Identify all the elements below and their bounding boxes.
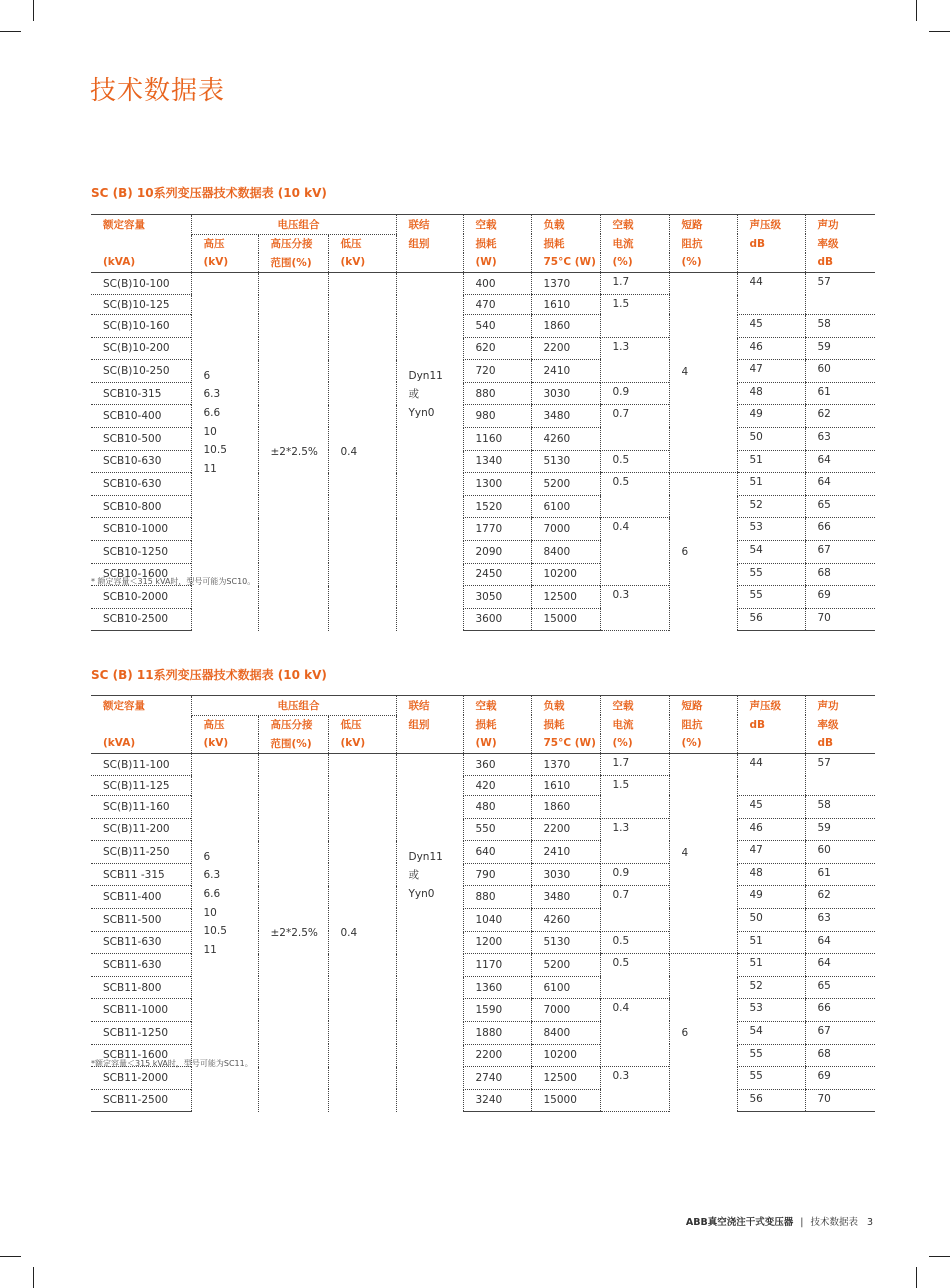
no-load-loss-cell: 1880 [463,1021,531,1044]
header-kva-unit: (kVA) [91,734,191,753]
load-loss-cell: 3480 [531,405,600,428]
crop-mark [929,31,950,32]
load-loss-cell: 15000 [531,608,600,631]
no-load-current-cell: 1.3 [600,818,669,863]
header-blank [91,715,191,734]
model-cell: SCB10-315 [91,382,191,405]
connection-cell [396,753,463,1112]
hv-cell-line: 10 [203,906,217,919]
header-tap-unit: 范围(%) [258,253,328,272]
page-footer [686,1214,873,1228]
sound-power-cell: 63 [805,427,875,450]
sound-power-cell: 62 [805,405,875,428]
header-blank [91,234,191,253]
no-load-current-cell: 0.5 [600,931,669,954]
footer-brand: ABB真空浇注干式变压器 [685,1217,794,1228]
sound-pressure-cell: 47 [737,360,805,383]
header-hv: 高压 [191,234,258,253]
no-load-loss-cell: 3600 [463,608,531,631]
connection-cell [396,272,463,631]
model-cell: SCB11-1250 [91,1021,191,1044]
header-tap-unit: 范围(%) [258,734,328,753]
no-load-loss-cell: 1040 [463,908,531,931]
model-cell: SC(B)11-160 [91,795,191,818]
no-load-loss-cell: 980 [463,405,531,428]
footer-separator: | [800,1217,804,1228]
connection-cell-line: Yyn0 [408,406,435,419]
impedance-cell: 6 [669,473,737,631]
crop-mark [33,1267,34,1288]
header-no-load-loss-2: 损耗 [463,234,531,253]
header-hv: 高压 [191,715,258,734]
header-no-load-loss-2: 损耗 [463,715,531,734]
no-load-current-cell: 0.9 [600,863,669,886]
header-no-load-current-unit: (%) [600,253,669,272]
no-load-current-cell: 0.5 [600,450,669,473]
sound-power-cell: 64 [805,473,875,496]
header-impedance: 短路 [669,696,737,716]
no-load-current-cell: 0.3 [600,1067,669,1112]
sound-power-cell: 67 [805,1021,875,1044]
model-cell: SC(B)10-200 [91,337,191,360]
model-cell: SCB10-2000 [91,586,191,609]
load-loss-cell: 6100 [531,495,600,518]
load-loss-cell: 10200 [531,1044,600,1067]
lv-cell: 0.4 [328,753,396,1112]
connection-cell-line: 或 [408,869,419,882]
load-loss-cell: 12500 [531,586,600,609]
crop-mark [0,31,21,32]
model-cell: SCB10-1600 [91,563,191,586]
header-connection: 联结 [396,215,463,235]
header-impedance-2: 阻抗 [669,234,737,253]
header-load-loss: 负载 [531,696,600,716]
load-loss-cell: 2200 [531,337,600,360]
no-load-current-cell: 0.5 [600,954,669,999]
no-load-loss-cell: 2200 [463,1044,531,1067]
header-lv-unit: (kV) [328,734,396,753]
sound-pressure-cell: 48 [737,382,805,405]
header-kva-unit: (kVA) [91,253,191,272]
spec-table-sc10 [91,214,875,631]
sound-pressure-cell: 46 [737,818,805,841]
sound-pressure-cell: 49 [737,405,805,428]
crop-mark [916,0,917,21]
header-load-loss-unit: 75°C (W) [531,734,600,753]
sound-power-cell: 60 [805,360,875,383]
sound-power-cell: 60 [805,841,875,864]
no-load-loss-cell: 1200 [463,931,531,954]
page-title: 技术数据表 [90,76,226,106]
model-cell: SCB10-400 [91,405,191,428]
no-load-loss-cell: 540 [463,314,531,337]
sound-pressure-cell: 55 [737,1067,805,1090]
model-cell: SCB10-1000 [91,518,191,541]
hv-cell-line: 6 [203,850,211,863]
no-load-current-cell: 0.9 [600,382,669,405]
header-blank [737,734,805,753]
sound-pressure-cell: 52 [737,495,805,518]
sound-pressure-cell: 54 [737,1021,805,1044]
no-load-loss-cell: 3050 [463,586,531,609]
hv-cell-line: 10.5 [203,925,227,938]
sound-power-cell: 65 [805,976,875,999]
model-cell: SCB11-800 [91,976,191,999]
crop-mark [33,0,34,21]
header-sound-power: 声功 [805,215,875,235]
model-cell: SCB11-1600 [91,1044,191,1067]
sound-power-cell: 64 [805,954,875,977]
sound-power-cell: 59 [805,337,875,360]
model-cell: SCB11-630 [91,931,191,954]
no-load-loss-cell: 400 [463,272,531,295]
header-no-load-loss: 空载 [463,215,531,235]
header-impedance-unit: (%) [669,253,737,272]
sound-pressure-cell: 55 [737,563,805,586]
load-loss-cell: 3030 [531,382,600,405]
load-loss-cell: 3030 [531,863,600,886]
model-cell: SCB11-2000 [91,1067,191,1090]
no-load-current-cell: 1.5 [600,776,669,818]
connection-cell-line: Dyn11 [408,850,443,863]
load-loss-cell: 2200 [531,818,600,841]
hv-cell-line: 6.6 [203,406,221,419]
sound-power-cell: 59 [805,818,875,841]
hv-cell-line: 6.3 [203,869,221,882]
sound-power-cell: 69 [805,586,875,609]
no-load-current-cell: 0.4 [600,518,669,586]
hv-cell-line: 11 [203,943,217,956]
sound-power-cell: 69 [805,1067,875,1090]
no-load-loss-cell: 2740 [463,1067,531,1090]
header-no-load-loss-unit: (W) [463,253,531,272]
load-loss-cell: 1610 [531,295,600,315]
hv-cell-line: 10.5 [203,444,227,457]
load-loss-cell: 3480 [531,886,600,909]
no-load-loss-cell: 1160 [463,427,531,450]
load-loss-cell: 5130 [531,450,600,473]
header-load-loss-2: 损耗 [531,715,600,734]
model-cell: SCB10-630 [91,450,191,473]
spec-table-sc11 [91,695,875,1112]
sound-pressure-cell: 44 [737,753,805,795]
tap-cell: ±2*2.5% [258,272,328,631]
sound-power-cell: 58 [805,314,875,337]
no-load-loss-cell: 550 [463,818,531,841]
model-cell: SC(B)10-125 [91,295,191,315]
header-no-load-current-2: 电流 [600,234,669,253]
header-hv-unit: (kV) [191,734,258,753]
model-cell: SC(B)11-200 [91,818,191,841]
header-tap: 高压分接 [258,234,328,253]
header-no-load-loss-unit: (W) [463,734,531,753]
connection-cell-line: 或 [408,388,419,401]
header-sound-power-2: 率级 [805,715,875,734]
header-connection-2: 组别 [396,234,463,253]
load-loss-cell: 7000 [531,999,600,1022]
sound-pressure-cell: 51 [737,931,805,954]
header-blank [396,253,463,272]
header-hv-unit: (kV) [191,253,258,272]
crop-mark [929,1256,950,1257]
model-cell: SC(B)11-125 [91,776,191,796]
header-lv: 低压 [328,234,396,253]
table-title-sc11: SC (B) 11系列变压器技术数据表 (10 kV) [91,668,327,682]
sound-pressure-cell: 52 [737,976,805,999]
model-cell: SCB10-630 [91,473,191,496]
model-cell: SC(B)11-250 [91,841,191,864]
header-rated-capacity: 额定容量 [91,696,191,716]
sound-pressure-cell: 45 [737,314,805,337]
header-sound-power-unit: dB [805,734,875,753]
no-load-loss-cell: 1590 [463,999,531,1022]
sound-power-cell: 68 [805,563,875,586]
header-voltage-combination: 电压组合 [191,215,396,235]
sound-power-cell: 57 [805,753,875,795]
sound-pressure-cell: 47 [737,841,805,864]
model-cell: SC(B)10-160 [91,314,191,337]
sound-power-cell: 64 [805,450,875,473]
load-loss-cell: 8400 [531,1021,600,1044]
no-load-loss-cell: 880 [463,886,531,909]
table-title-sc10: SC (B) 10系列变压器技术数据表 (10 kV) [91,186,327,200]
model-cell: SC(B)11-100 [91,753,191,776]
connection-cell-line: Yyn0 [408,887,435,900]
load-loss-cell: 2410 [531,841,600,864]
no-load-current-cell: 0.7 [600,886,669,931]
header-blank [396,734,463,753]
header-sound-pressure: 声压级 [737,696,805,716]
no-load-current-cell: 1.7 [600,272,669,295]
load-loss-cell: 1610 [531,776,600,796]
hv-cell-line: 10 [203,425,217,438]
header-blank [737,253,805,272]
model-cell: SCB10-500 [91,427,191,450]
footer-section: 技术数据表 [810,1217,858,1228]
sound-pressure-cell: 48 [737,863,805,886]
model-cell: SCB11-400 [91,886,191,909]
sound-power-cell: 65 [805,495,875,518]
no-load-current-cell: 1.3 [600,337,669,382]
load-loss-cell: 2410 [531,360,600,383]
sound-pressure-cell: 44 [737,272,805,314]
load-loss-cell: 1370 [531,753,600,776]
load-loss-cell: 4260 [531,427,600,450]
header-impedance: 短路 [669,215,737,235]
sound-pressure-cell: 56 [737,1089,805,1112]
lv-cell: 0.4 [328,272,396,631]
sound-pressure-cell: 55 [737,586,805,609]
no-load-current-cell: 0.4 [600,999,669,1067]
sound-pressure-cell: 53 [737,518,805,541]
sound-power-cell: 61 [805,863,875,886]
model-cell: SCB10-1250 [91,540,191,563]
footnote-sc11: *额定容量＜315 kVA时，型号可能为SC11。 [91,1059,253,1068]
sound-power-cell: 63 [805,908,875,931]
table-row [91,272,875,295]
no-load-loss-cell: 790 [463,863,531,886]
no-load-loss-cell: 1360 [463,976,531,999]
header-sound-pressure: 声压级 [737,215,805,235]
load-loss-cell: 12500 [531,1067,600,1090]
sound-power-cell: 58 [805,795,875,818]
sound-power-cell: 64 [805,931,875,954]
no-load-loss-cell: 720 [463,360,531,383]
header-load-loss: 负载 [531,215,600,235]
sound-pressure-cell: 50 [737,908,805,931]
sound-pressure-cell: 53 [737,999,805,1022]
sound-power-cell: 70 [805,608,875,631]
header-no-load-current-unit: (%) [600,734,669,753]
load-loss-cell: 1860 [531,795,600,818]
sound-pressure-cell: 51 [737,954,805,977]
no-load-loss-cell: 480 [463,795,531,818]
no-load-loss-cell: 3240 [463,1089,531,1112]
no-load-loss-cell: 2090 [463,540,531,563]
sound-power-cell: 70 [805,1089,875,1112]
sound-pressure-cell: 51 [737,450,805,473]
no-load-loss-cell: 470 [463,295,531,315]
no-load-loss-cell: 2450 [463,563,531,586]
model-cell: SCB11-2500 [91,1089,191,1112]
no-load-loss-cell: 1170 [463,954,531,977]
impedance-cell: 4 [669,272,737,472]
no-load-loss-cell: 1340 [463,450,531,473]
load-loss-cell: 1370 [531,272,600,295]
header-lv: 低压 [328,715,396,734]
sound-power-cell: 66 [805,999,875,1022]
header-sound-power-2: 率级 [805,234,875,253]
header-no-load-current-2: 电流 [600,715,669,734]
no-load-loss-cell: 420 [463,776,531,796]
sound-pressure-cell: 55 [737,1044,805,1067]
header-lv-unit: (kV) [328,253,396,272]
sound-power-cell: 68 [805,1044,875,1067]
load-loss-cell: 10200 [531,563,600,586]
no-load-current-cell: 1.5 [600,295,669,337]
sound-power-cell: 57 [805,272,875,314]
no-load-current-cell: 0.5 [600,473,669,518]
crop-mark [0,1256,21,1257]
sound-pressure-cell: 45 [737,795,805,818]
footnote-sc10: * 额定容量＜315 kVA时，型号可能为SC10。 [91,577,256,586]
no-load-loss-cell: 360 [463,753,531,776]
load-loss-cell: 5200 [531,954,600,977]
header-impedance-2: 阻抗 [669,715,737,734]
load-loss-cell: 5130 [531,931,600,954]
header-sound-pressure-2: dB [737,715,805,734]
header-connection-2: 组别 [396,715,463,734]
sound-pressure-cell: 51 [737,473,805,496]
sound-power-cell: 66 [805,518,875,541]
sound-pressure-cell: 56 [737,608,805,631]
page-number: 3 [866,1217,873,1228]
sound-power-cell: 62 [805,886,875,909]
hv-cell-line: 11 [203,462,217,475]
sound-power-cell: 67 [805,540,875,563]
no-load-current-cell: 0.3 [600,586,669,631]
no-load-loss-cell: 1300 [463,473,531,496]
header-load-loss-2: 损耗 [531,234,600,253]
no-load-current-cell: 1.7 [600,753,669,776]
load-loss-cell: 7000 [531,518,600,541]
sound-pressure-cell: 54 [737,540,805,563]
model-cell: SCB11 -315 [91,863,191,886]
hv-cell-line: 6 [203,369,211,382]
header-tap: 高压分接 [258,715,328,734]
model-cell: SCB10-800 [91,495,191,518]
connection-cell-line: Dyn11 [408,369,443,382]
no-load-loss-cell: 880 [463,382,531,405]
no-load-loss-cell: 1520 [463,495,531,518]
model-cell: SC(B)10-250 [91,360,191,383]
header-no-load-current: 空载 [600,215,669,235]
load-loss-cell: 8400 [531,540,600,563]
tap-cell: ±2*2.5% [258,753,328,1112]
header-connection: 联结 [396,696,463,716]
header-voltage-combination: 电压组合 [191,696,396,716]
load-loss-cell: 6100 [531,976,600,999]
header-load-loss-unit: 75°C (W) [531,253,600,272]
no-load-loss-cell: 1770 [463,518,531,541]
header-rated-capacity: 额定容量 [91,215,191,235]
load-loss-cell: 15000 [531,1089,600,1112]
header-impedance-unit: (%) [669,734,737,753]
impedance-cell: 4 [669,753,737,953]
model-cell: SCB11-1000 [91,999,191,1022]
table-row [91,753,875,776]
impedance-cell: 6 [669,954,737,1112]
crop-mark [916,1267,917,1288]
load-loss-cell: 4260 [531,908,600,931]
header-no-load-current: 空载 [600,696,669,716]
model-cell: SCB11-500 [91,908,191,931]
header-sound-power: 声功 [805,696,875,716]
no-load-current-cell: 0.7 [600,405,669,450]
hv-cell-line: 6.3 [203,388,221,401]
header-no-load-loss: 空载 [463,696,531,716]
header-sound-pressure-2: dB [737,234,805,253]
no-load-loss-cell: 640 [463,841,531,864]
model-cell: SC(B)10-100 [91,272,191,295]
sound-pressure-cell: 50 [737,427,805,450]
hv-cell-line: 6.6 [203,887,221,900]
sound-power-cell: 61 [805,382,875,405]
no-load-loss-cell: 620 [463,337,531,360]
sound-pressure-cell: 46 [737,337,805,360]
header-sound-power-unit: dB [805,253,875,272]
model-cell: SCB11-630 [91,954,191,977]
load-loss-cell: 5200 [531,473,600,496]
sound-pressure-cell: 49 [737,886,805,909]
load-loss-cell: 1860 [531,314,600,337]
model-cell: SCB10-2500 [91,608,191,631]
